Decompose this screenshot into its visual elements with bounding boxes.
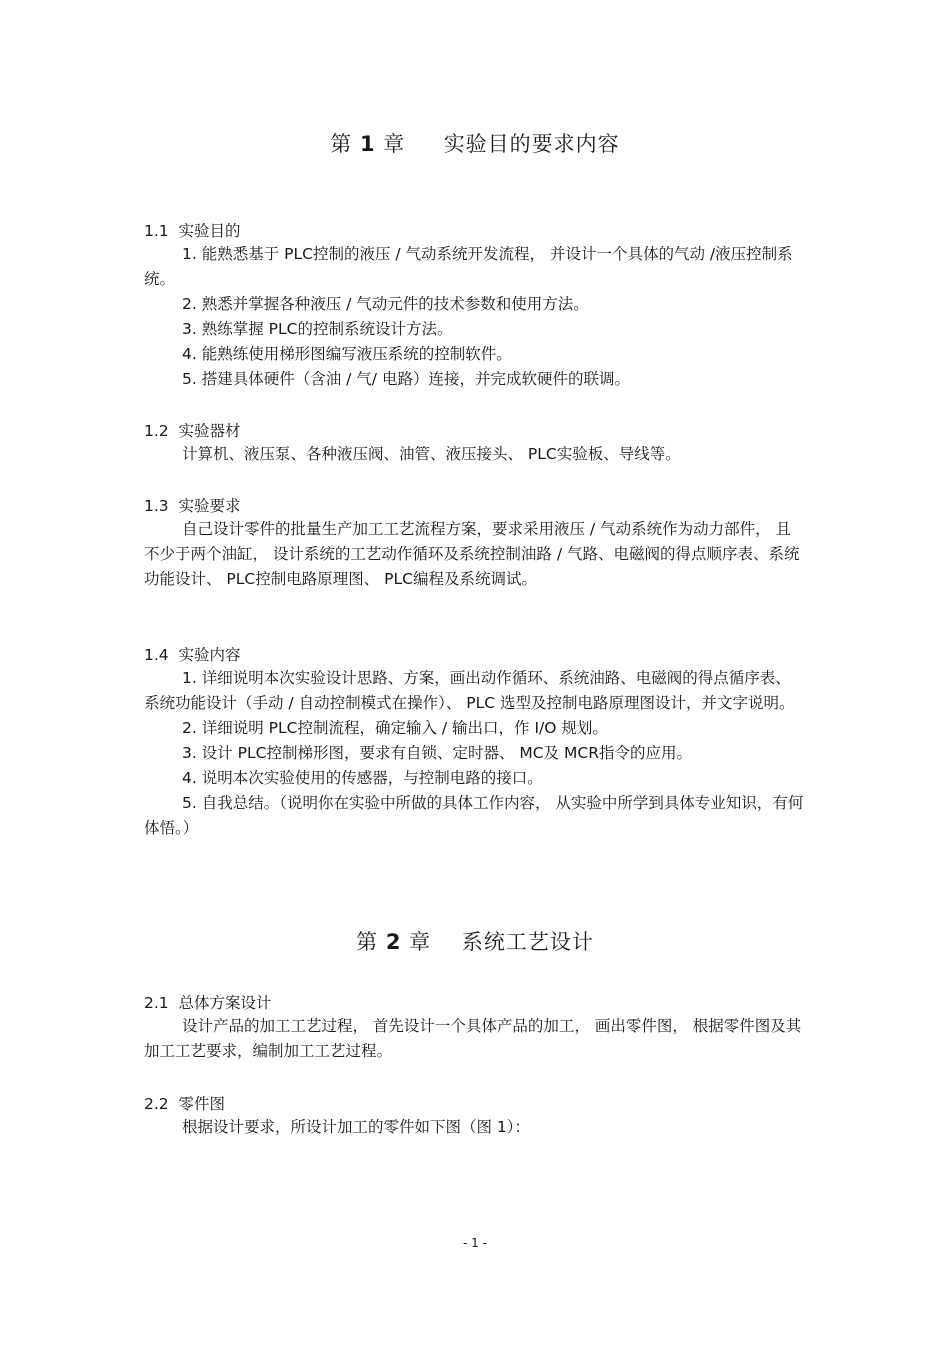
- chapter-1-heading: 实验目的要求内容: [443, 132, 620, 156]
- paragraph: 设计产品的加工工艺过程， 首先设计一个具体产品的加工， 画出零件图， 根据零件图及其加工工艺要求，编制加工工艺过程。: [144, 1017, 802, 1060]
- page-number: - 1 -: [463, 1236, 487, 1250]
- chapter-2-suffix: 章: [409, 930, 432, 954]
- paragraph: 计算机、液压泵、各种液压阀、油管、液压接头、 PLC实验板、导线等。: [182, 445, 681, 463]
- list-item: 2. 详细说明 PLC控制流程，确定输入 / 输出口，作 I/O 规划。: [182, 719, 608, 737]
- list-item: 4. 说明本次实验使用的传感器，与控制电路的接口。: [182, 769, 543, 787]
- chapter-1-prefix: 第: [330, 132, 353, 156]
- chapter-2-prefix: 第: [356, 930, 379, 954]
- section-2-2-heading: 2.2 零件图: [144, 1095, 226, 1113]
- section-2-1-body: [144, 1014, 806, 1064]
- list-item: 1. 详细说明本次实验设计思路、方案，画出动作循环、系统油路、电磁阀的得点循序表、系统功能设计（手动 / 自动控制模式在操作）、 PLC 选型及控制电路原理图设计，并文字说明。: [144, 669, 795, 712]
- chapter-2-number: 2: [385, 930, 402, 954]
- section-2-1-heading: 2.1 总体方案设计: [144, 994, 272, 1012]
- section-1-1-heading: 1.1 实验目的: [144, 222, 241, 240]
- section-1-4-body: [144, 666, 806, 841]
- section-1-4-heading: 1.4 实验内容: [144, 646, 241, 664]
- paragraph: 根据设计要求，所设计加工的零件如下图（图 1）：: [182, 1118, 531, 1136]
- section-1-3-heading: 1.3 实验要求: [144, 497, 241, 515]
- section-1-1-body: [144, 242, 806, 392]
- paragraph: 自己设计零件的批量生产加工工艺流程方案，要求采用液压 / 气动系统作为动力部件， 且不少于两个油缸， 设计系统的工艺动作循环及系统控制油路 / 气路、电磁阀的得点顺序表、系统功能设计、 PLC控制电路原理图、 PLC编程及系统调试。: [144, 520, 800, 588]
- chapter-1-title: [0, 128, 950, 158]
- list-item: 4. 能熟练使用梯形图编写液压系统的控制软件。: [182, 345, 512, 363]
- list-item: 5. 搭建具体硬件（含油 / 气/ 电路）连接，并完成软硬件的联调。: [182, 370, 630, 388]
- list-item: 2. 熟悉并掌握各种液压 / 气动元件的技术参数和使用方法。: [182, 295, 589, 313]
- chapter-2-heading: 系统工艺设计: [461, 930, 594, 954]
- chapter-1-number: 1: [359, 132, 376, 156]
- section-1-2-heading: 1.2 实验器材: [144, 422, 241, 440]
- chapter-1-suffix: 章: [383, 132, 406, 156]
- list-item: 3. 熟练掌握 PLC的控制系统设计方法。: [182, 320, 453, 338]
- list-item: 3. 设计 PLC控制梯形图，要求有自锁、定时器、 MC及 MCR指令的应用。: [182, 744, 692, 762]
- chapter-2-title: [0, 926, 950, 956]
- list-item: 1. 能熟悉基于 PLC控制的液压 / 气动系统开发流程， 并设计一个具体的气动 /液压控制系统。: [144, 245, 793, 288]
- section-1-2-body: [144, 442, 806, 467]
- section-1-3-body: [144, 517, 806, 592]
- list-item: 5. 自我总结。（说明你在实验中所做的具体工作内容， 从实验中所学到具体专业知识，有何体悟。）: [144, 794, 804, 837]
- section-2-2-body: [144, 1115, 806, 1140]
